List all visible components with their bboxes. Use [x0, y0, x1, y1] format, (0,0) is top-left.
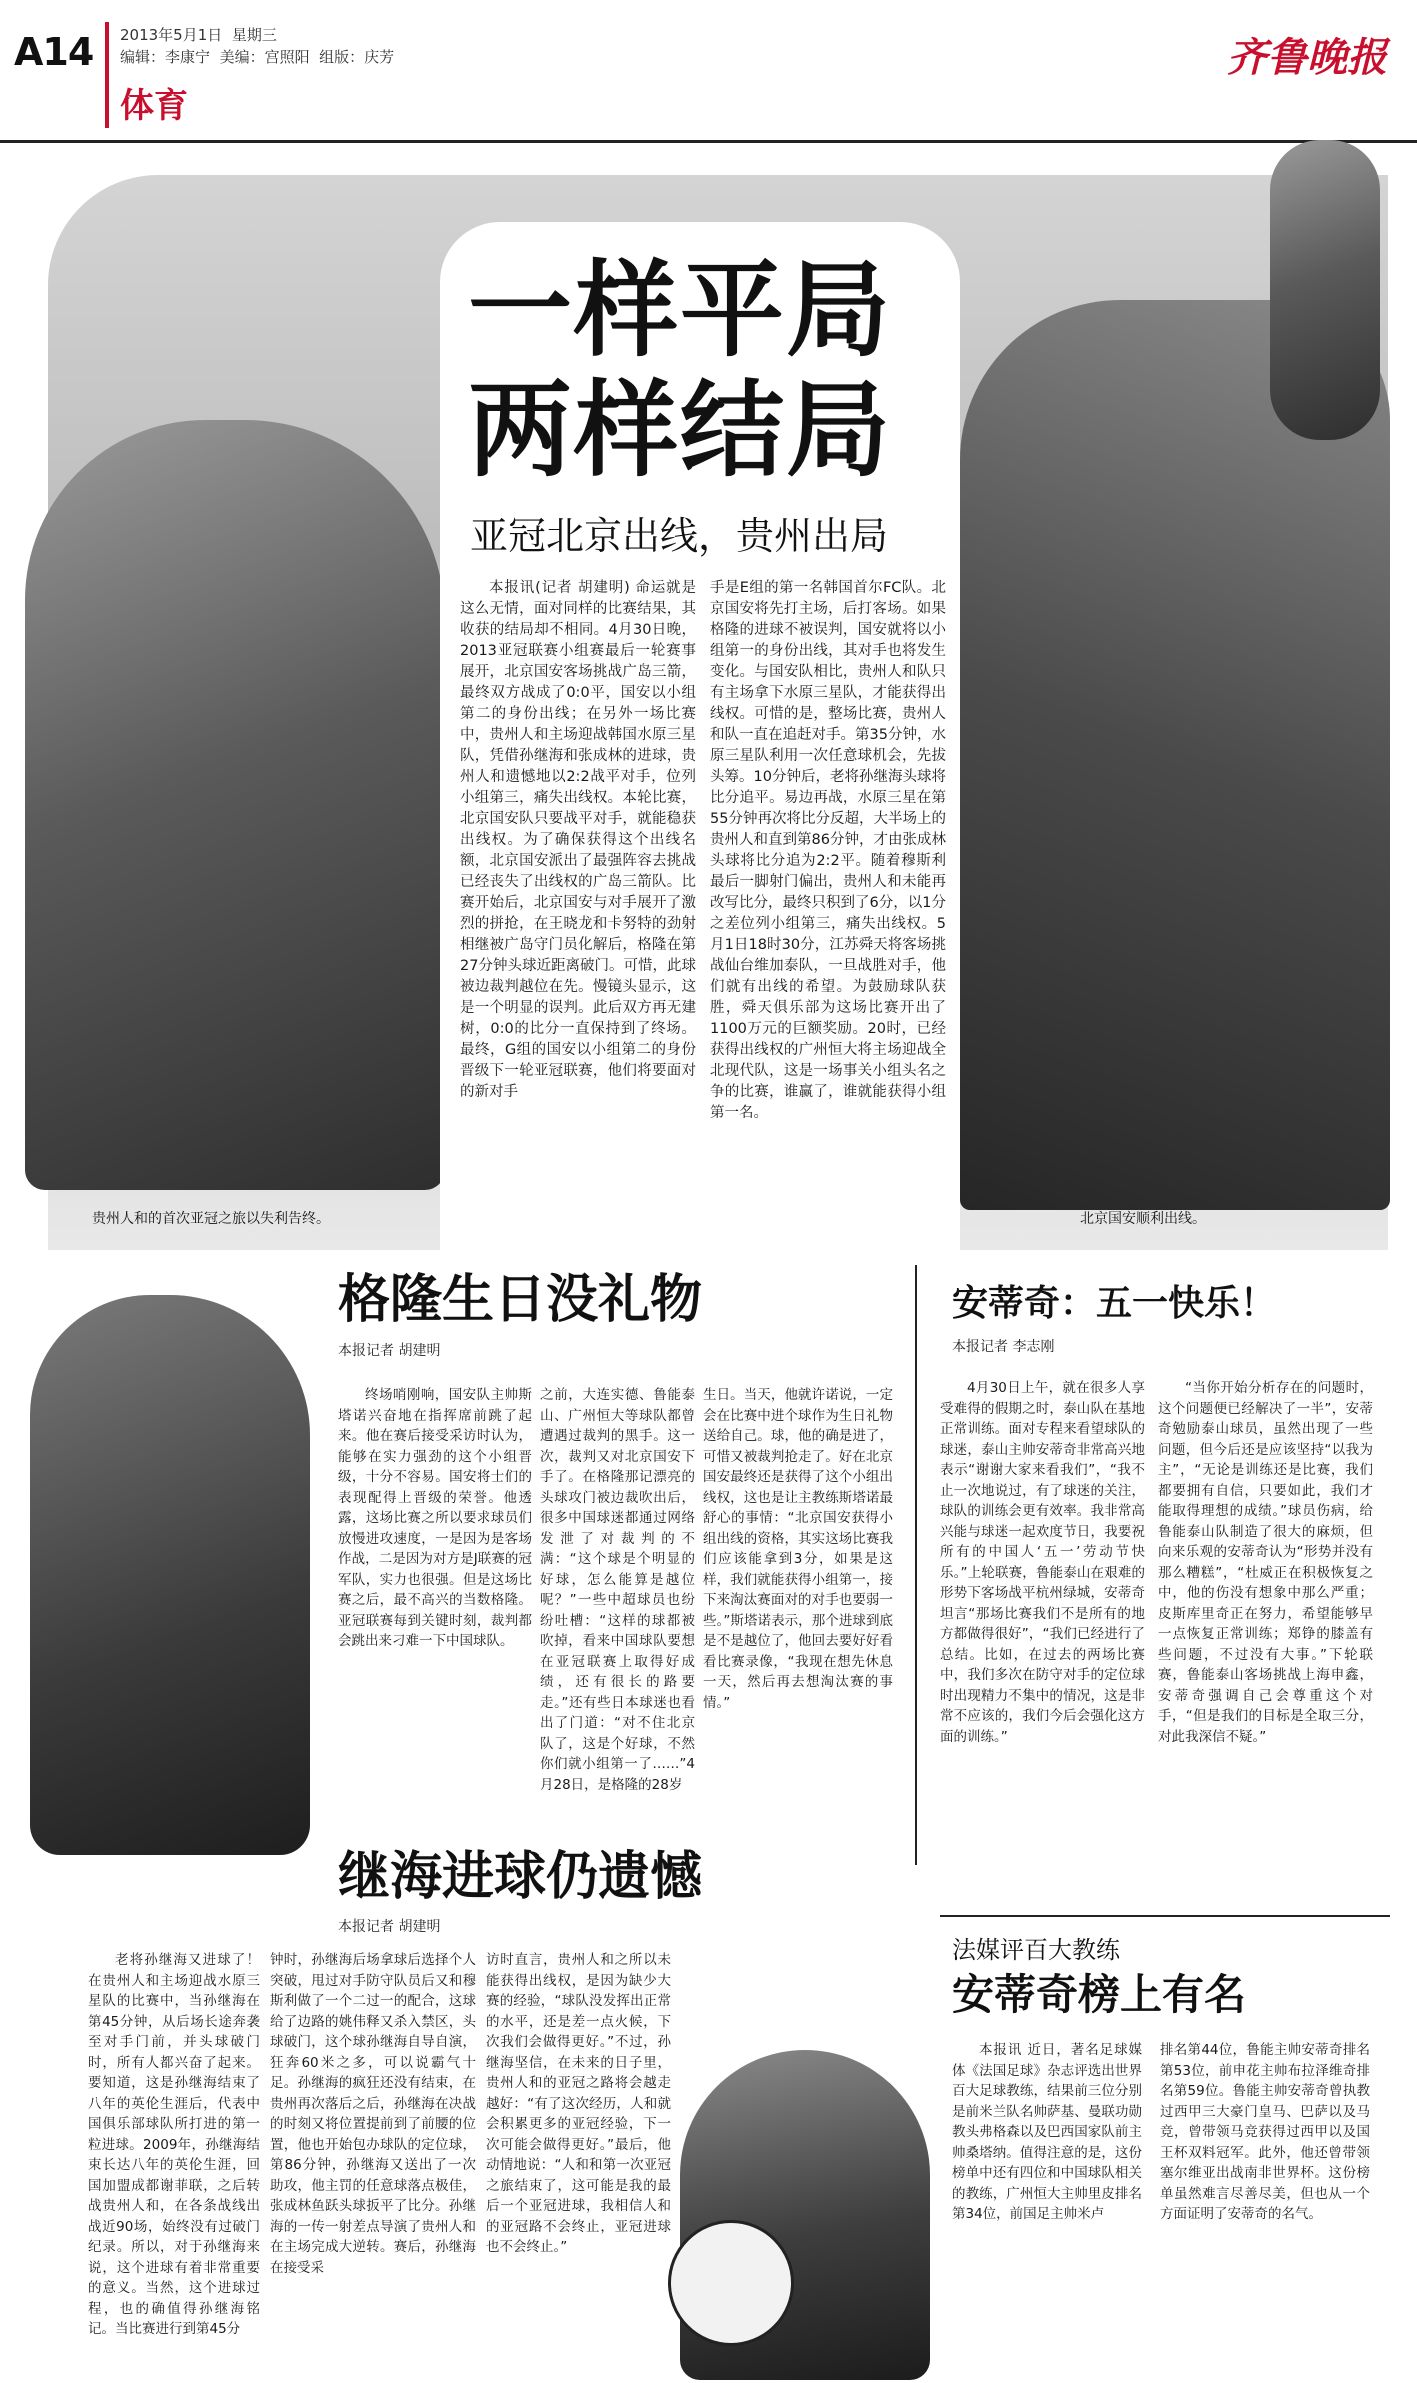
lead-col2-text: 手是E组的第一名韩国首尔FC队。北京国安将先打主场，后打客场。如果格隆的进球不被误判，国安就将以小组第一的身份出线，其对手也将发生变化。与国安队相比，贵州人和队只有主场拿下水原三星队，才能获得出线权。可惜的是，整场比赛，贵州人和队一直在追赶对手。第35分钟，水原三星队利用一次任意球机会，先拔头筹。10分钟后，老将孙继海头球将比分追平。易边再战，水原三星在第55分钟再次将比分反超，大半场上的贵州人和直到第86分钟，才由张成林头球将比分追为2:2平。随着穆斯利最后一脚射门偏出，贵州人和未能再改写比分，最终只积到了6分，以1分之差位列小组第三，痛失出线权。5月1日18时30分，江苏舜天将客场挑战仙台维加泰队，一旦战胜对手，他们就有出线的希望。为鼓励球队获胜，舜天俱乐部为这场比赛开出了1100万元的巨额奖励。20时，已经获得出线权的广州恒大将主场迎战全北现代队，这是一场事关小组头名之争的比赛，谁赢了，谁就能获得小组第一名。: [710, 580, 946, 1121]
ranking-col1-text: 本报讯 近日，著名足球媒体《法国足球》杂志评选出世界百大足球教练，结果前三位分别是前米兰队名帅萨基、曼联功勋教头弗格森以及巴西国家队前主帅桑塔纳。值得注意的是，这份榜单中还有四位和中国球队相关的教练，广州恒大主帅里皮排名第34位，前国足主帅米卢: [952, 2042, 1142, 2222]
antich-column-2: [1158, 1378, 1373, 1878]
ranking-column-2: [1160, 2040, 1370, 2370]
antich-column-1: [940, 1378, 1145, 1878]
gelong-byline: 本报记者 胡建明: [338, 1343, 441, 1359]
ranking-col2-text: 排名第44位，鲁能主帅安蒂奇排名第53位，前申花主帅布拉泽维奇排名第59位。鲁能主帅安蒂奇曾执教过西甲三大豪门皇马、巴萨以及马竞，曾带领马竞获得过西甲以及国王杯双料冠军。此外，他还曾带领塞尔维亚出战南非世界杯。这份榜单虽然难言尽善尽美，但也从一个方面证明了安蒂奇的名气。: [1160, 2042, 1370, 2222]
antich-byline: 本报记者 李志刚: [952, 1339, 1055, 1355]
football: [668, 2220, 794, 2346]
designer: 美编：宫照阳: [219, 48, 310, 66]
raised-arm: [1270, 140, 1380, 440]
header-info: [120, 24, 394, 68]
lead-subtitle: 亚冠北京出线，贵州出局: [470, 514, 889, 558]
jihai-byline: 本报记者 胡建明: [338, 1919, 441, 1935]
gelong-title: 格隆生日没礼物: [338, 1269, 703, 1330]
player-photo-gelong: [30, 1295, 310, 1855]
gelong-column-1: [338, 1385, 532, 1835]
issue-date: 2013年5月1日: [120, 26, 223, 44]
player-photo-guizhou: [25, 420, 445, 1190]
jihai-col1-text: 老将孙继海又进球了！在贵州人和主场迎战水原三星队的比赛中，当孙继海在第45分钟，从后场长途奔袭至对手门前，并头球破门时，所有人都兴奋了起来。要知道，这是孙继海结束了八年的英伦生涯后，代表中国俱乐部球队所打进的第一粒进球。2009年，孙继海结束长达八年的英伦生涯，回国加盟成都谢菲联，之后转战贵州人和，在各条战线出战近90场，始终没有过破门纪录。所以，对于孙继海来说，这个进球有着非常重要的意义。当然，这个进球过程，也的确值得孙继海铭记。当比赛进行到第45分: [88, 1952, 260, 2337]
jihai-col3-text: 访时直言，贵州人和之所以未能获得出线权，是因为缺少大赛的经验，“球队没发挥出正常的水平，还是差一点火候，下次我们会做得更好。”不过，孙继海坚信，在未来的日子里，贵州人和的亚冠之路将会越走越好：“有了这次经历，人和就会积累更多的亚冠经验，下一次可能会做得更好。”最后，他动情地说：“人和和第一次亚冠之旅结束了，这可能是我的最后一个亚冠进球，我相信人和的亚冠路不会终止，亚冠进球也不会终止。”: [486, 1952, 671, 2255]
jihai-col2-text: 钟时，孙继海后场拿球后选择个人突破，甩过对手防守队员后又和穆斯利做了一个二过一的配合，这球给了边路的姚伟释又杀入禁区，头球破门，这个球孙继海自导自演，狂奔60米之多，可以说霸气十足。孙继海的疯狂还没有结束，在贵州再次落后之后，孙继海在决战的时刻又将位置提前到了前腰的位置，他也开始包办球队的定位球，第86分钟，孙继海又送出了一次助攻，他主罚的任意球落点极佳，张成林鱼跃头球扳平了比分。孙继海的一传一射差点导演了贵州人和在主场完成大逆转。赛后，孙继海在接受采: [270, 1952, 476, 2276]
gelong-column-3: [703, 1385, 893, 1835]
caption-guizhou: 贵州人和的首次亚冠之旅以失利告终。: [92, 1211, 330, 1227]
ranking-kicker: 法媒评百大教练: [952, 1936, 1120, 1964]
section-name: 体育: [120, 86, 188, 126]
ranking-top-rule: [940, 1915, 1390, 1917]
jihai-column-2: [270, 1950, 476, 2370]
page-number: A14: [14, 30, 94, 74]
header-accent-bar: [105, 22, 109, 128]
jihai-column-1: [88, 1950, 260, 2370]
header-rule: [0, 140, 1417, 143]
antich-title: 安蒂奇：五一快乐！: [952, 1282, 1277, 1324]
gelong-col1-text: 终场哨刚响，国安队主帅斯塔诺兴奋地在指挥席前跳了起来。他在赛后接受采访时认为，能够在实力强劲的这个小组晋级，十分不容易。国安将士们的表现配得上晋级的荣誉。他透露，这场比赛之所以要求球员们放慢进攻速度，一是因为是客场作战，二是因为对方是J联赛的冠军队，实力也很强。但是这场比赛之后，最不高兴的当数格隆。亚冠联赛每到关键时刻，裁判都会跳出来刁难一下中国球队。: [338, 1387, 532, 1649]
caption-beijing: 北京国安顺利出线。: [1080, 1211, 1206, 1227]
masthead-logo: 齐鲁晚报: [1227, 34, 1387, 81]
lead-column-2: [710, 578, 946, 1238]
lead-title-line2: 两样结局: [468, 368, 893, 491]
jihai-column-3: [486, 1950, 671, 2330]
column-divider: [915, 1265, 917, 1865]
antich-col2-text: “当你开始分析存在的问题时，这个问题便已经解决了一半”，安蒂奇勉励泰山球员，虽然出现了一些问题，但今后还是应该坚持“以我为主”，“无论是训练还是比赛，我们都要拥有自信，只要如此，我们才能取得理想的成绩。”球员伤病，给鲁能泰山队制造了很大的麻烦，但向来乐观的安蒂奇认为“形势并没有那么糟糕”，“杜威正在积极恢复之中，他的伤没有想象中那么严重；皮斯库里奇正在努力，希望能够早一点恢复正常训练；郑铮的膝盖有些问题，不过没有大事。”下轮联赛，鲁能泰山客场挑战上海申鑫，安蒂奇强调自己会尊重这个对手，“但是我们的目标是全取三分，对此我深信不疑。”: [1158, 1380, 1373, 1745]
editor: 编辑：李康宁: [120, 48, 211, 66]
layout-credit: 组版：庆芳: [319, 48, 395, 66]
jihai-title: 继海进球仍遗憾: [338, 1846, 703, 1907]
ranking-column-1: [952, 2040, 1142, 2370]
lead-column-1: [460, 578, 696, 1238]
lead-col1-text: 本报讯(记者 胡建明) 命运就是这么无情，面对同样的比赛结果，其收获的结局却不相同。4月30日晚，2013亚冠联赛小组赛最后一轮赛事展开，北京国安客场挑战广岛三箭，最终双方战成了0:0平，国安以小组第二的身份出线；在另外一场比赛中，贵州人和主场迎战韩国水原三星队，凭借孙继海和张成林的进球，贵州人和遗憾地以2:2战平对手，位列小组第三，痛失出线权。本轮比赛，北京国安队只要战平对手，就能稳获出线权。为了确保获得这个出线名额，北京国安派出了最强阵容去挑战已经丧失了出线权的广岛三箭队。比赛开始后，北京国安与对手展开了激烈的拼抢，在王晓龙和卡努特的劲射相继被广岛守门员化解后，格隆在第27分钟头球近距离破门。可惜，此球被边裁判越位在先。慢镜头显示，这是一个明显的误判。此后双方再无建树，0:0的比分一直保持到了终场。最终，G组的国安以小组第二的身份晋级下一轮亚冠联赛，他们将要面对的新对手: [460, 580, 696, 1100]
ranking-title: 安蒂奇榜上有名: [952, 1970, 1247, 2019]
gelong-col3-text: 生日。当天，他就许诺说，一定会在比赛中进个球作为生日礼物送给自己。球，他的确是进了，可惜又被裁判抢走了。好在北京国安最终还是获得了这个小组出线权，这也是让主教练斯塔诺最舒心的事情：“北京国安获得小组出线的资格，其实这场比赛我们应该能拿到3分，如果是这样，我们就能获得小组第一，接下来淘汰赛面对的对手也要弱一些。”斯塔诺表示，那个进球到底是不是越位了，他回去要好好看看比赛录像，“我现在想先休息一天，然后再去想淘汰赛的事情。”: [703, 1387, 893, 1711]
lead-title-line1: 一样平局: [468, 248, 893, 371]
antich-col1-text: 4月30日上午，就在很多人享受难得的假期之时，泰山队在基地正常训练。面对专程来看望球队的球迷，泰山主帅安蒂奇非常高兴地表示“谢谢大家来看我们”，“我不止一次地说过，有了球迷的关注，球队的训练会更有效率。我非常高兴能与球迷一起欢度节日，我要祝所有的中国人‘五一’劳动节快乐。”上轮联赛，鲁能泰山在艰难的形势下客场战平杭州绿城，安蒂奇坦言“那场比赛我们不是所有的地方都做得很好”，“我们已经进行了总结。比如，在过去的两场比赛中，我们多次在防守对手的定位球时出现精力不集中的情况，这是非常不应该的，我们今后会强化这方面的训练。”: [940, 1380, 1145, 1745]
gelong-column-2: [540, 1385, 695, 1835]
issue-weekday: 星期三: [231, 26, 277, 44]
gelong-col2-text: 之前，大连实德、鲁能泰山、广州恒大等球队都曾遭遇过裁判的黑手。这一次，裁判又对北京国安下手了。在格隆那记漂亮的头球攻门被边裁吹出后，很多中国球迷都通过网络发泄了对裁判的不满：“这个球是个明显的好球，怎么能算是越位呢？”一些中超球员也纷纷吐槽：“这样的球都被吹掉，看来中国球队要想在亚冠联赛上取得好成绩，还有很长的路要走。”还有些日本球迷也看出了门道：“对不住北京队了，这是个好球，不然你们就小组第一了……”4月28日，是格隆的28岁: [540, 1387, 695, 1793]
